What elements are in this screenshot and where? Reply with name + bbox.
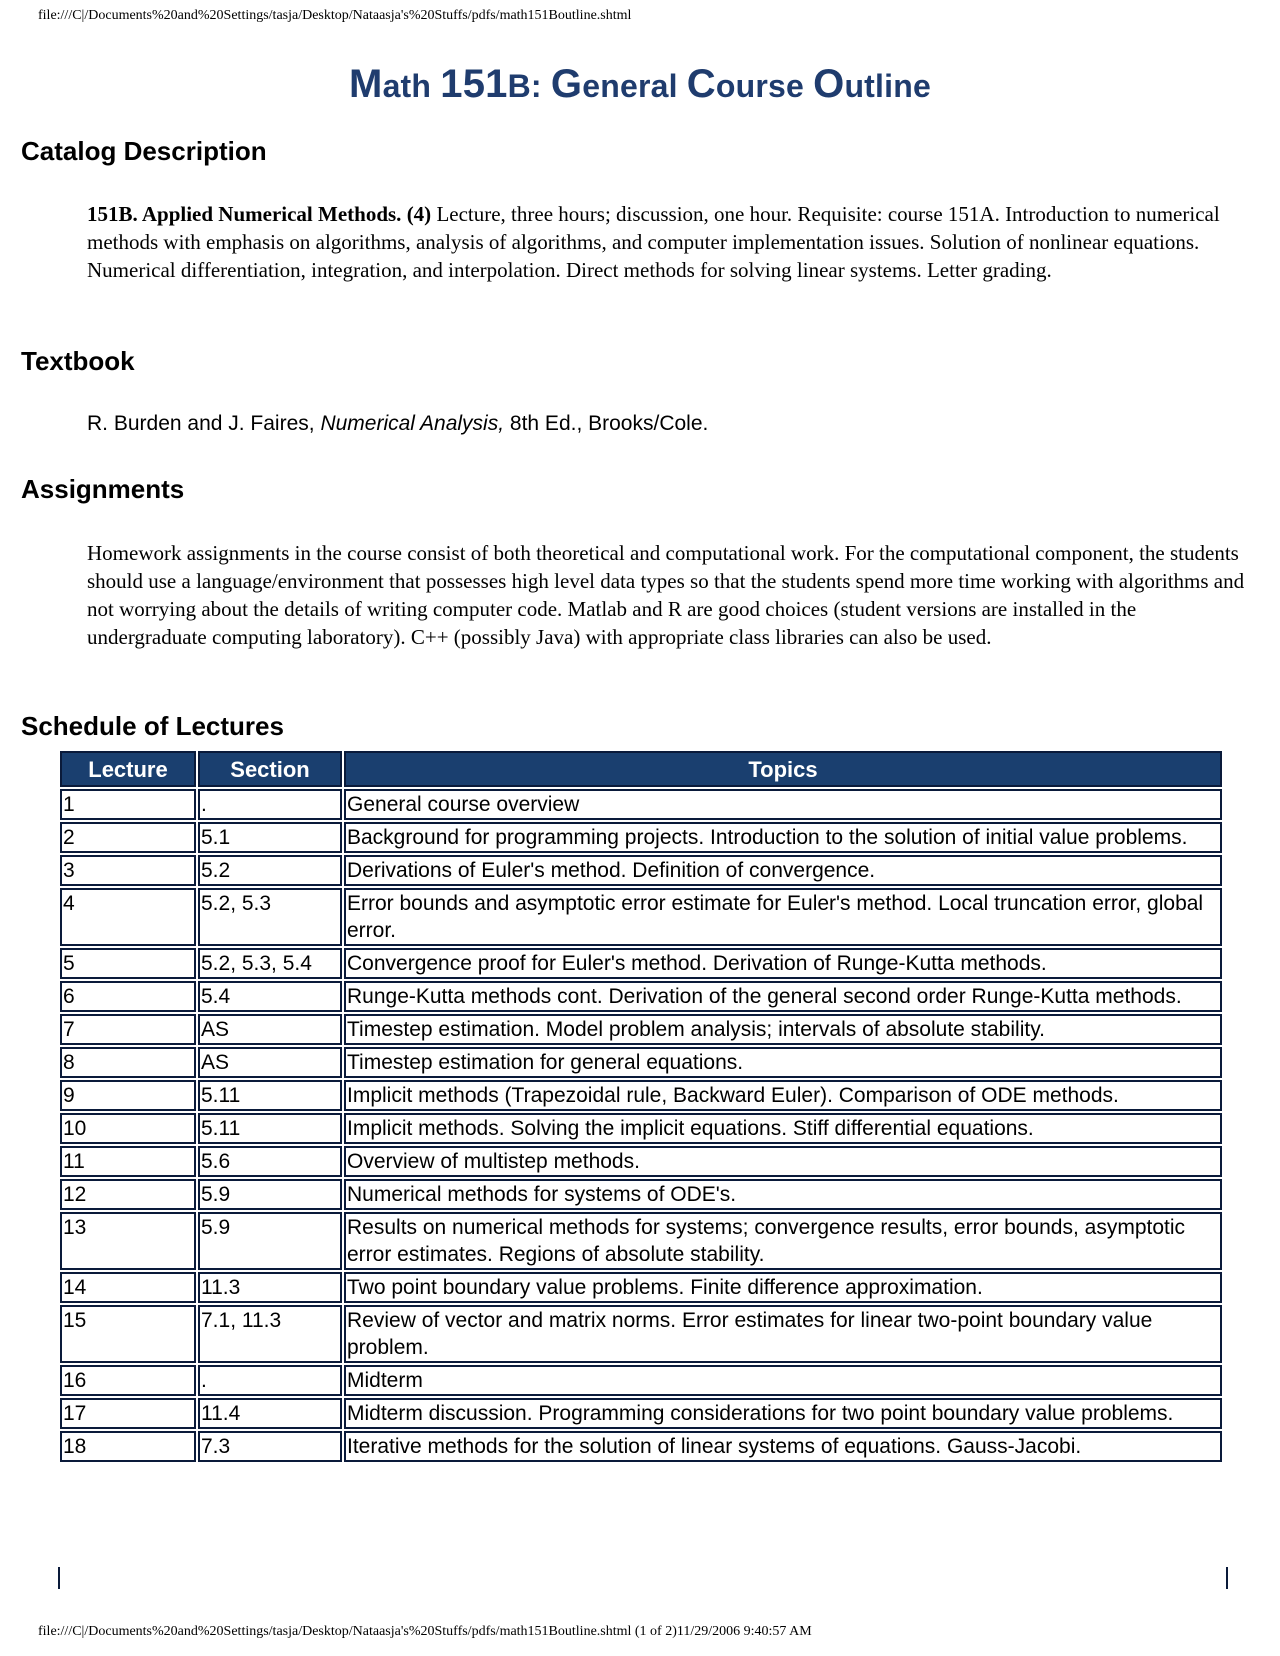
topic-cell: Background for programming projects. Introduction to the solution of initial value problems. xyxy=(344,822,1222,853)
textbook-title: Numerical Analysis, xyxy=(320,412,505,435)
title-part-large: O xyxy=(813,62,845,106)
print-footer: file:///C|/Documents%20and%20Settings/tasja/Desktop/Nataasja's%20Stuffs/pdfs/math151Boutline.shtml (1 of 2)11/29/2006 9:40:57 AM xyxy=(38,1624,812,1639)
section-cell: 7.3 xyxy=(198,1431,342,1462)
textbook-authors: R. Burden and J. Faires, xyxy=(87,412,315,435)
section-cell: 5.11 xyxy=(198,1080,342,1111)
topic-cell: Error bounds and asymptotic error estimate for Euler's method. Local truncation error, global error. xyxy=(344,888,1222,946)
lecture-cell: 8 xyxy=(60,1047,196,1078)
section-cell: AS xyxy=(198,1047,342,1078)
section-cell: 5.2 xyxy=(198,855,342,886)
textbook-heading: Textbook xyxy=(21,346,135,376)
table-row xyxy=(60,1113,1222,1144)
title-part-small: utline xyxy=(844,68,931,104)
topic-cell: Iterative methods for the solution of linear systems of equations. Gauss-Jacobi. xyxy=(344,1431,1222,1462)
section-cell: AS xyxy=(198,1014,342,1045)
table-row xyxy=(60,1365,1222,1396)
lecture-cell: 2 xyxy=(60,822,196,853)
lecture-cell: 6 xyxy=(60,981,196,1012)
table-row xyxy=(60,1179,1222,1210)
title-part-large: 151 xyxy=(440,62,508,106)
topic-cell: Numerical methods for systems of ODE's. xyxy=(344,1179,1222,1210)
section-cell: 11.3 xyxy=(198,1272,342,1303)
topic-cell: Runge-Kutta methods cont. Derivation of the general second order Runge-Kutta methods. xyxy=(344,981,1222,1012)
assignments-text: Homework assignments in the course consist of both theoretical and computational work. For the computational component, the students should use a language/environment that possesses high level data types so that the students spend more time working with algorithms and not worrying about the details of writing computer code. Matlab and R are good choices (student versions are installed in the undergraduate computing laboratory). C++ (possibly Java) with appropriate class libraries can also be used. xyxy=(87,541,1245,649)
lecture-cell: 12 xyxy=(60,1179,196,1210)
lecture-cell: 10 xyxy=(60,1113,196,1144)
schedule-heading: Schedule of Lectures xyxy=(21,711,284,741)
lecture-cell: 17 xyxy=(60,1398,196,1429)
catalog-text: Lecture, three hours; discussion, one hour. Requisite: course 151A. Introduction to numerical methods with emphasis on algorithms, analysis of algorithms, and computer implementation issues. Solution of nonlinear equations. Numerical differentiation, integration, and interpolation. Direct methods for solving linear systems. Letter grading. xyxy=(87,202,1220,282)
topic-cell: Implicit methods (Trapezoidal rule, Backward Euler). Comparison of ODE methods. xyxy=(344,1080,1222,1111)
schedule-header-row xyxy=(60,751,1222,787)
table-row xyxy=(60,1398,1222,1429)
table-continuation xyxy=(58,1567,1228,1589)
topic-cell: Midterm xyxy=(344,1365,1222,1396)
topic-cell: Overview of multistep methods. xyxy=(344,1146,1222,1177)
table-row xyxy=(60,981,1222,1012)
topic-cell: Two point boundary value problems. Finite difference approximation. xyxy=(344,1272,1222,1303)
title-part-small: B: xyxy=(507,68,551,104)
schedule-table xyxy=(58,749,1224,1464)
course-name: 151B. Applied Numerical Methods. xyxy=(87,202,402,226)
topic-cell: General course overview xyxy=(344,789,1222,820)
course-units: (4) xyxy=(406,202,432,226)
title-part-small: eneral xyxy=(582,68,687,104)
topic-cell: Implicit methods. Solving the implicit equations. Stiff differential equations. xyxy=(344,1113,1222,1144)
section-cell: 5.2, 5.3, 5.4 xyxy=(198,948,342,979)
lecture-cell: 13 xyxy=(60,1212,196,1270)
lecture-cell: 4 xyxy=(60,888,196,946)
lecture-cell: 9 xyxy=(60,1080,196,1111)
lecture-cell: 18 xyxy=(60,1431,196,1462)
section-cell: . xyxy=(198,789,342,820)
topic-cell: Derivations of Euler's method. Definition of convergence. xyxy=(344,855,1222,886)
table-row xyxy=(60,1047,1222,1078)
page-title xyxy=(0,62,1280,107)
section-cell: 5.2, 5.3 xyxy=(198,888,342,946)
title-part-small: ath xyxy=(382,68,441,104)
table-row xyxy=(60,822,1222,853)
table-row xyxy=(60,1305,1222,1363)
topic-cell: Midterm discussion. Programming considerations for two point boundary value problems. xyxy=(344,1398,1222,1429)
lecture-cell: 1 xyxy=(60,789,196,820)
table-row xyxy=(60,1212,1222,1270)
textbook-citation xyxy=(87,410,708,438)
table-row xyxy=(60,1272,1222,1303)
table-row xyxy=(60,948,1222,979)
topic-cell: Timestep estimation. Model problem analysis; intervals of absolute stability. xyxy=(344,1014,1222,1045)
table-row xyxy=(60,1080,1222,1111)
topic-cell: Convergence proof for Euler's method. Derivation of Runge-Kutta methods. xyxy=(344,948,1222,979)
table-row xyxy=(60,789,1222,820)
topic-cell: Timestep estimation for general equations. xyxy=(344,1047,1222,1078)
lecture-cell: 3 xyxy=(60,855,196,886)
section-cell: 5.4 xyxy=(198,981,342,1012)
lecture-cell: 7 xyxy=(60,1014,196,1045)
title-part-large: G xyxy=(550,62,583,106)
topic-cell: Review of vector and matrix norms. Error estimates for linear two-point boundary value problem. xyxy=(344,1305,1222,1363)
schedule-body xyxy=(60,789,1222,1462)
section-cell: 5.9 xyxy=(198,1212,342,1270)
section-cell: 11.4 xyxy=(198,1398,342,1429)
column-header-section: Section xyxy=(198,751,342,787)
title-part-large: C xyxy=(686,62,716,106)
section-cell: . xyxy=(198,1365,342,1396)
title-part-large: M xyxy=(349,62,383,106)
textbook-edition: 8th Ed., Brooks/Cole. xyxy=(509,412,709,435)
table-row xyxy=(60,1014,1222,1045)
section-cell: 5.9 xyxy=(198,1179,342,1210)
catalog-description xyxy=(87,200,1257,284)
section-cell: 5.11 xyxy=(198,1113,342,1144)
lecture-cell: 15 xyxy=(60,1305,196,1363)
table-row xyxy=(60,855,1222,886)
column-header-topics: Topics xyxy=(344,751,1222,787)
section-cell: 5.6 xyxy=(198,1146,342,1177)
section-cell: 5.1 xyxy=(198,822,342,853)
lecture-cell: 14 xyxy=(60,1272,196,1303)
table-row xyxy=(60,1146,1222,1177)
table-row xyxy=(60,1431,1222,1462)
lecture-cell: 16 xyxy=(60,1365,196,1396)
title-part-small: ourse xyxy=(715,68,814,104)
column-header-lecture: Lecture xyxy=(60,751,196,787)
lecture-cell: 5 xyxy=(60,948,196,979)
catalog-heading: Catalog Description xyxy=(21,136,267,166)
print-header-url: file:///C|/Documents%20and%20Settings/tasja/Desktop/Nataasja's%20Stuffs/pdfs/math151Boutline.shtml xyxy=(38,8,632,23)
section-cell: 7.1, 11.3 xyxy=(198,1305,342,1363)
topic-cell: Results on numerical methods for systems; convergence results, error bounds, asymptotic error estimates. Regions of absolute stability. xyxy=(344,1212,1222,1270)
assignments-heading: Assignments xyxy=(21,474,185,504)
lecture-cell: 11 xyxy=(60,1146,196,1177)
table-row xyxy=(60,888,1222,946)
